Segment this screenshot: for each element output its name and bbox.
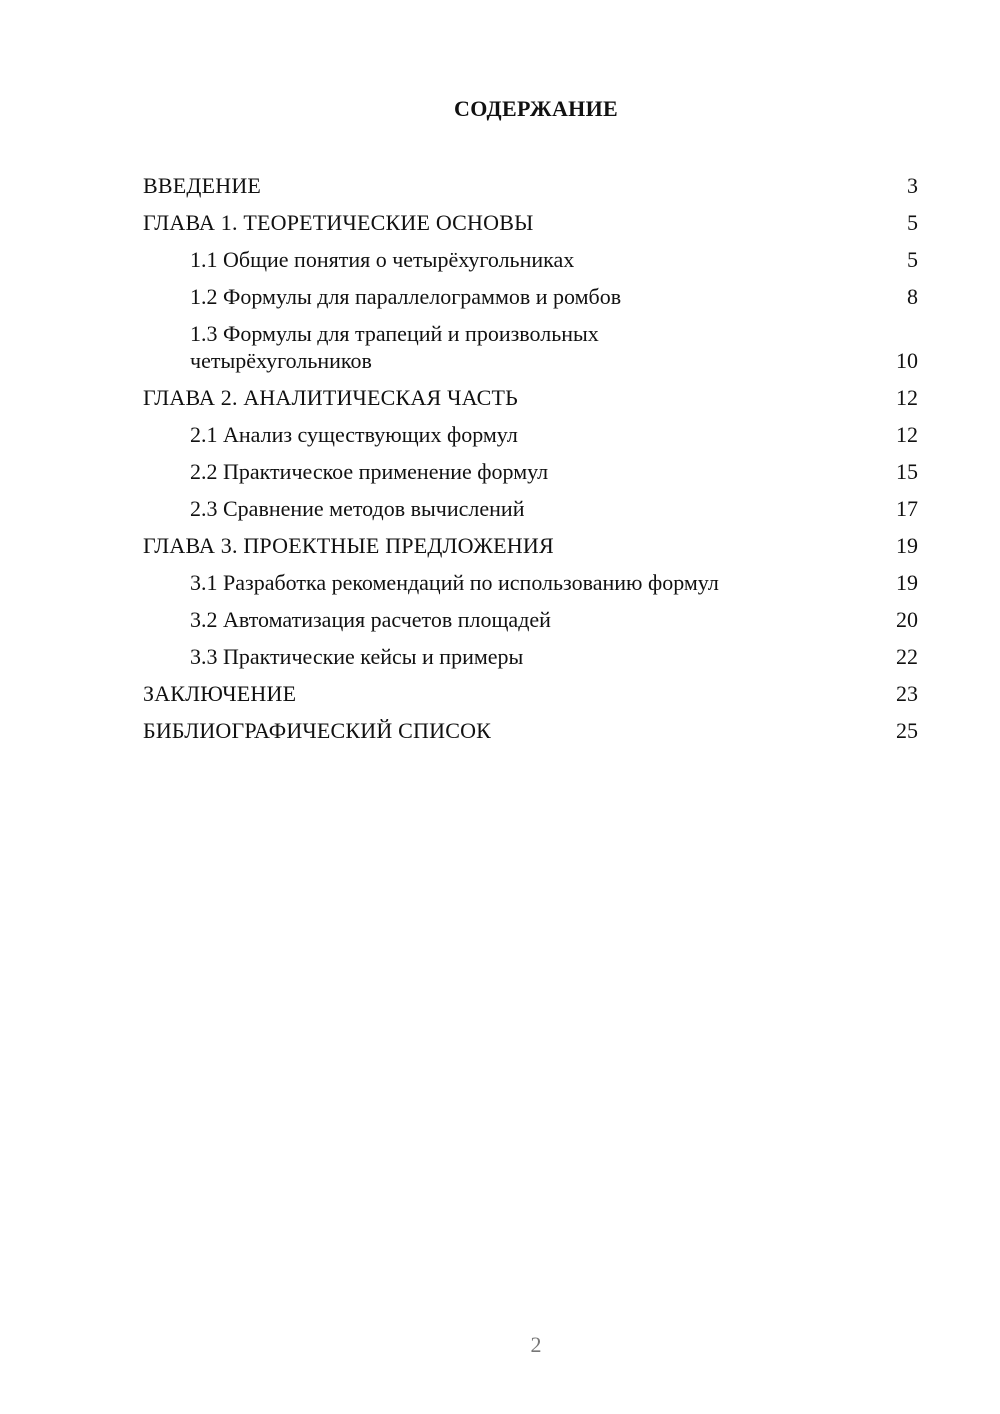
toc-entry-section-2-1[interactable] — [143, 416, 918, 453]
toc-entry-page: 23 — [896, 681, 918, 706]
toc-entry-chapter-1[interactable] — [143, 204, 918, 241]
toc-entry-label: 1.1 Общие понятия о четырёхугольниках — [190, 247, 575, 272]
toc-entry-section-3-2[interactable] — [143, 601, 918, 638]
toc-entry-label: ЗАКЛЮЧЕНИЕ — [143, 681, 297, 706]
toc-entry-conclusion[interactable] — [143, 675, 918, 712]
toc-entry-label: ГЛАВА 3. ПРОЕКТНЫЕ ПРЕДЛОЖЕНИЯ — [143, 533, 554, 558]
page-number: 2 — [530, 1332, 542, 1357]
toc-entry-section-3-3[interactable] — [143, 638, 918, 675]
toc-entry-introduction[interactable] — [143, 167, 918, 204]
toc-entry-label: 3.2 Автоматизация расчетов площадей — [190, 607, 551, 632]
toc-entry-page: 19 — [896, 570, 918, 595]
toc-entry-page: 10 — [896, 348, 918, 373]
toc-entry-page: 3 — [907, 173, 918, 198]
toc-entry-bibliography[interactable] — [143, 712, 918, 749]
page-title: СОДЕРЖАНИЕ — [454, 96, 618, 121]
toc-entry-label: БИБЛИОГРАФИЧЕСКИЙ СПИСОК — [143, 718, 492, 743]
toc-entry-section-1-3[interactable] — [143, 315, 918, 379]
toc-entry-label: 2.3 Сравнение методов вычислений — [190, 496, 525, 521]
toc-entry-page: 17 — [896, 496, 918, 521]
toc-entry-page: 25 — [896, 718, 918, 743]
toc-entry-section-2-3[interactable] — [143, 490, 918, 527]
table-of-contents — [143, 167, 918, 749]
toc-entry-section-1-1[interactable] — [143, 241, 918, 278]
toc-entry-page: 15 — [896, 459, 918, 484]
toc-entry-page: 22 — [896, 644, 918, 669]
toc-entry-page: 5 — [907, 210, 918, 235]
toc-entry-page: 12 — [896, 422, 918, 447]
toc-entry-page: 12 — [896, 385, 918, 410]
toc-entry-label: 2.1 Анализ существующих формул — [190, 422, 518, 447]
toc-entry-label: ГЛАВА 2. АНАЛИТИЧЕСКАЯ ЧАСТЬ — [143, 385, 518, 410]
toc-entry-label: 3.1 Разработка рекомендаций по использованию формул — [190, 570, 719, 595]
toc-entry-label: 1.2 Формулы для параллелограммов и ромбов — [190, 284, 622, 309]
toc-entry-label: ВВЕДЕНИЕ — [143, 173, 262, 198]
toc-entry-page: 19 — [896, 533, 918, 558]
toc-entry-section-2-2[interactable] — [143, 453, 918, 490]
toc-entry-label: 1.3 Формулы для трапеций и произвольных четырёхугольников — [190, 321, 599, 373]
toc-entry-page: 5 — [907, 247, 918, 272]
toc-entry-section-3-1[interactable] — [143, 564, 918, 601]
toc-entry-label: 2.2 Практическое применение формул — [190, 459, 549, 484]
toc-entry-label: ГЛАВА 1. ТЕОРЕТИЧЕСКИЕ ОСНОВЫ — [143, 210, 534, 235]
toc-entry-page: 8 — [907, 284, 918, 309]
toc-entry-section-1-2[interactable] — [143, 278, 918, 315]
toc-entry-label: 3.3 Практические кейсы и примеры — [190, 644, 524, 669]
toc-entry-chapter-2[interactable] — [143, 379, 918, 416]
toc-entry-chapter-3[interactable] — [143, 527, 918, 564]
toc-entry-page: 20 — [896, 607, 918, 632]
